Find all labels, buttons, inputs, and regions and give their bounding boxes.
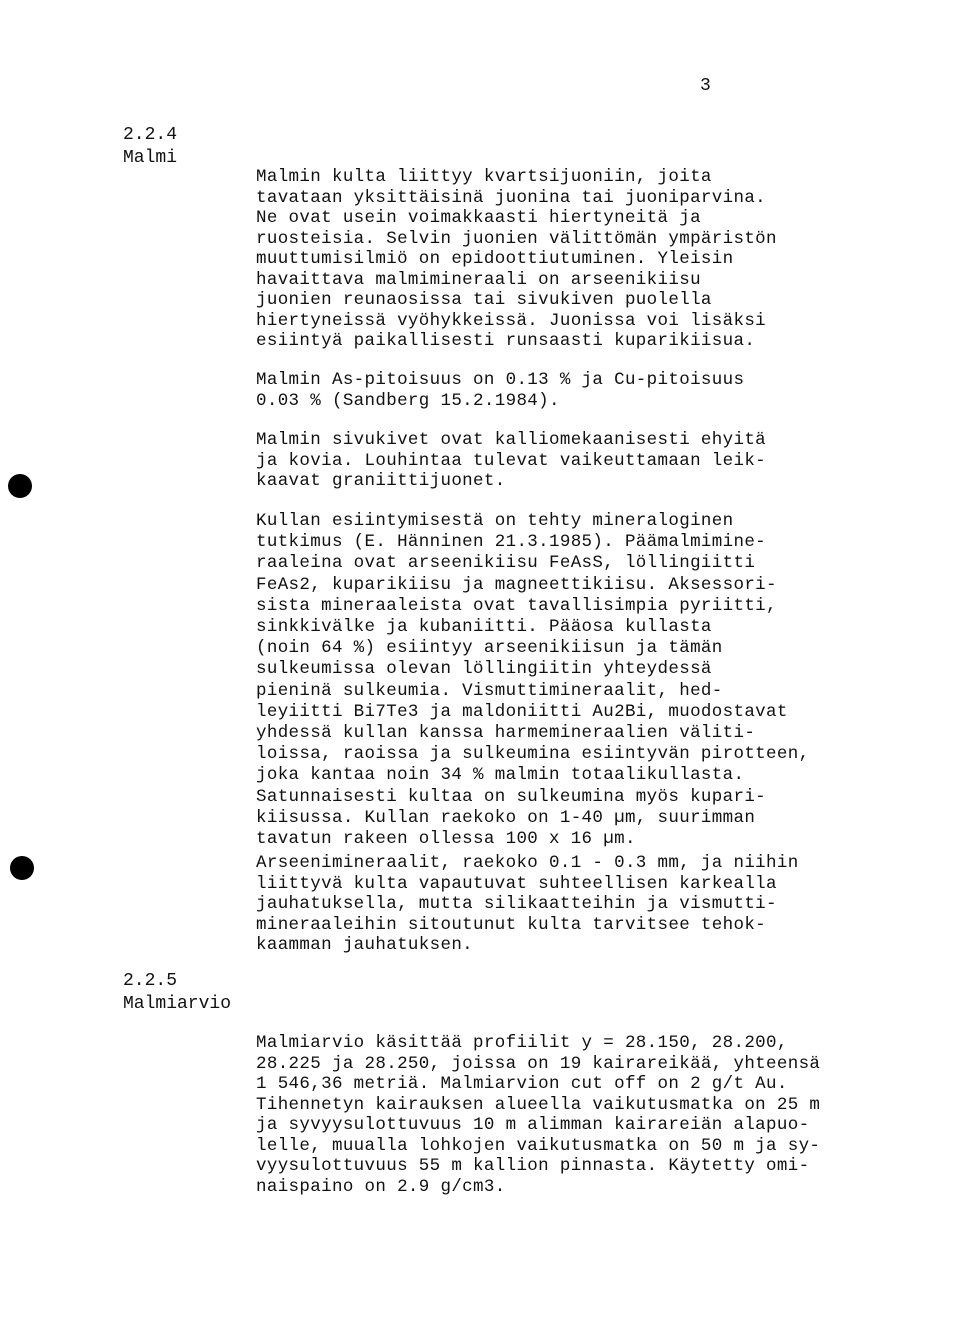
text-line: Malmin As-pitoisuus on 0.13 % ja Cu-pitoisuus: [256, 370, 745, 390]
text-line: sista mineraaleista ovat tavallisimpia pyriitti,: [256, 595, 777, 616]
text-line: vyysulottuvuus 55 m kallion pinnasta. Käytetty omi-: [256, 1156, 810, 1176]
text-line: 1 546,36 metriä. Malmiarvion cut off on 2 g/t Au.: [256, 1074, 788, 1094]
text-line: (noin 64 %) esiintyy arseenikiisun ja tämän: [256, 638, 723, 659]
text-line: kiisussa. Kullan raekoko on 1-40 µm, suurimman: [256, 807, 756, 828]
text-line: Kullan esiintymisestä on tehty mineraloginen: [256, 511, 734, 531]
text-line: muuttumisilmiö on epidoottiutuminen. Yleisin: [256, 249, 734, 269]
text-line: lelle, muualla lohkojen vaikutusmatka on 50 m ja sy-: [256, 1135, 821, 1156]
text-line: Malmiarvio käsittää profiilit y = 28.150, 28.200,: [256, 1033, 788, 1053]
text-line: 0.03 % (Sandberg 15.2.1984).: [256, 390, 560, 411]
text-line: joka kantaa noin 34 % malmin totaalikullasta.: [256, 765, 745, 786]
text-line: tavatun rakeen ollessa 100 x 16 µm.: [256, 829, 636, 850]
section-title: Malmiarvio: [123, 994, 232, 1014]
text-line: raaleina ovat arseenikiisu FeAsS, löllingiitti: [256, 553, 756, 574]
text-line: hiertyneissä vyöhykkeissä. Juonissa voi lisäksi: [256, 310, 767, 331]
page-number: 3: [700, 76, 711, 96]
paragraph-gold-occurrence: [256, 167, 896, 352]
section-heading-malmi: [123, 124, 177, 170]
paragraph-side-rocks: [256, 430, 896, 492]
text-line: yhdessä kullan kanssa harmemineraalien väliti-: [256, 723, 756, 744]
text-line: tutkimus (E. Hänninen 21.3.1985). Päämalmimine-: [256, 532, 767, 553]
text-line: kaamman jauhatuksen.: [256, 935, 474, 955]
punch-hole-upper: [8, 474, 32, 498]
paragraph-as-cu-content: [256, 370, 896, 411]
text-line: Tihennetyn kairauksen alueella vaikutusmatka on 25 m: [256, 1094, 821, 1115]
text-line: leyiitti Bi7Te3 ja maldoniitti Au2Bi, muodostavat: [256, 701, 788, 722]
section-title: Malmi: [123, 148, 178, 168]
text-line: loissa, raoissa ja sulkeumina esiintyvän pirotteen,: [256, 744, 810, 765]
text-line: Malmin sivukivet ovat kalliomekaanisesti ehyitä: [256, 430, 767, 450]
paragraph-ore-estimate: [256, 1033, 896, 1197]
text-line: pieninä sulkeumia. Vismuttimineraalit, hed-: [256, 680, 723, 701]
text-line: 28.225 ja 28.250, joissa on 19 kairareikää, yhteensä: [256, 1053, 821, 1074]
text-line: Satunnaisesti kultaa on sulkeumina myös kupari-: [256, 786, 767, 807]
section-number: 2.2.5: [123, 971, 178, 991]
section-heading-malmiarvio: [123, 970, 231, 1016]
paragraph-mineralogy: [256, 511, 896, 850]
text-line: sulkeumissa olevan löllingiitin yhteydessä: [256, 659, 712, 680]
section-number: 2.2.4: [123, 125, 178, 145]
text-line: mineraaleihin sitoutunut kulta tarvitsee tehok-: [256, 914, 767, 935]
text-line: naispaino on 2.9 g/cm3.: [256, 1176, 506, 1197]
text-line: esiintyä paikallisesti runsaasti kuparikiisua.: [256, 331, 756, 351]
punch-hole-lower: [10, 856, 34, 880]
text-line: juonien reunaosissa tai sivukiven puolella: [256, 290, 712, 310]
text-line: liittyvä kulta vapautuvat suhteellisen karkealla: [256, 873, 777, 894]
text-line: ruosteisia. Selvin juonien välittömän ympäristön: [256, 228, 777, 249]
text-line: ja kovia. Louhintaa tulevat vaikeuttamaan leik-: [256, 450, 767, 471]
text-line: Arseenimineraalit, raekoko 0.1 - 0.3 mm, ja niihin: [256, 853, 799, 873]
text-line: ja syvyysulottuvuus 10 m alimman kairareiän alapuo-: [256, 1115, 810, 1135]
text-line: Malmin kulta liittyy kvartsijuoniin, joita: [256, 167, 712, 187]
text-line: FeAs2, kuparikiisu ja magneettikiisu. Aksessori-: [256, 574, 777, 595]
paragraph-grinding: [256, 853, 896, 956]
text-line: tavataan yksittäisinä juonina tai juoniparvina.: [256, 187, 767, 208]
text-line: Ne ovat usein voimakkaasti hiertyneitä ja: [256, 208, 701, 228]
text-line: sinkkivälke ja kubaniitti. Pääosa kullasta: [256, 617, 712, 638]
text-line: jauhatuksella, mutta silikaatteihin ja vismutti-: [256, 894, 777, 914]
text-line: kaavat graniittijuonet.: [256, 471, 506, 491]
text-line: havaittava malmimineraali on arseenikiisu: [256, 269, 701, 290]
